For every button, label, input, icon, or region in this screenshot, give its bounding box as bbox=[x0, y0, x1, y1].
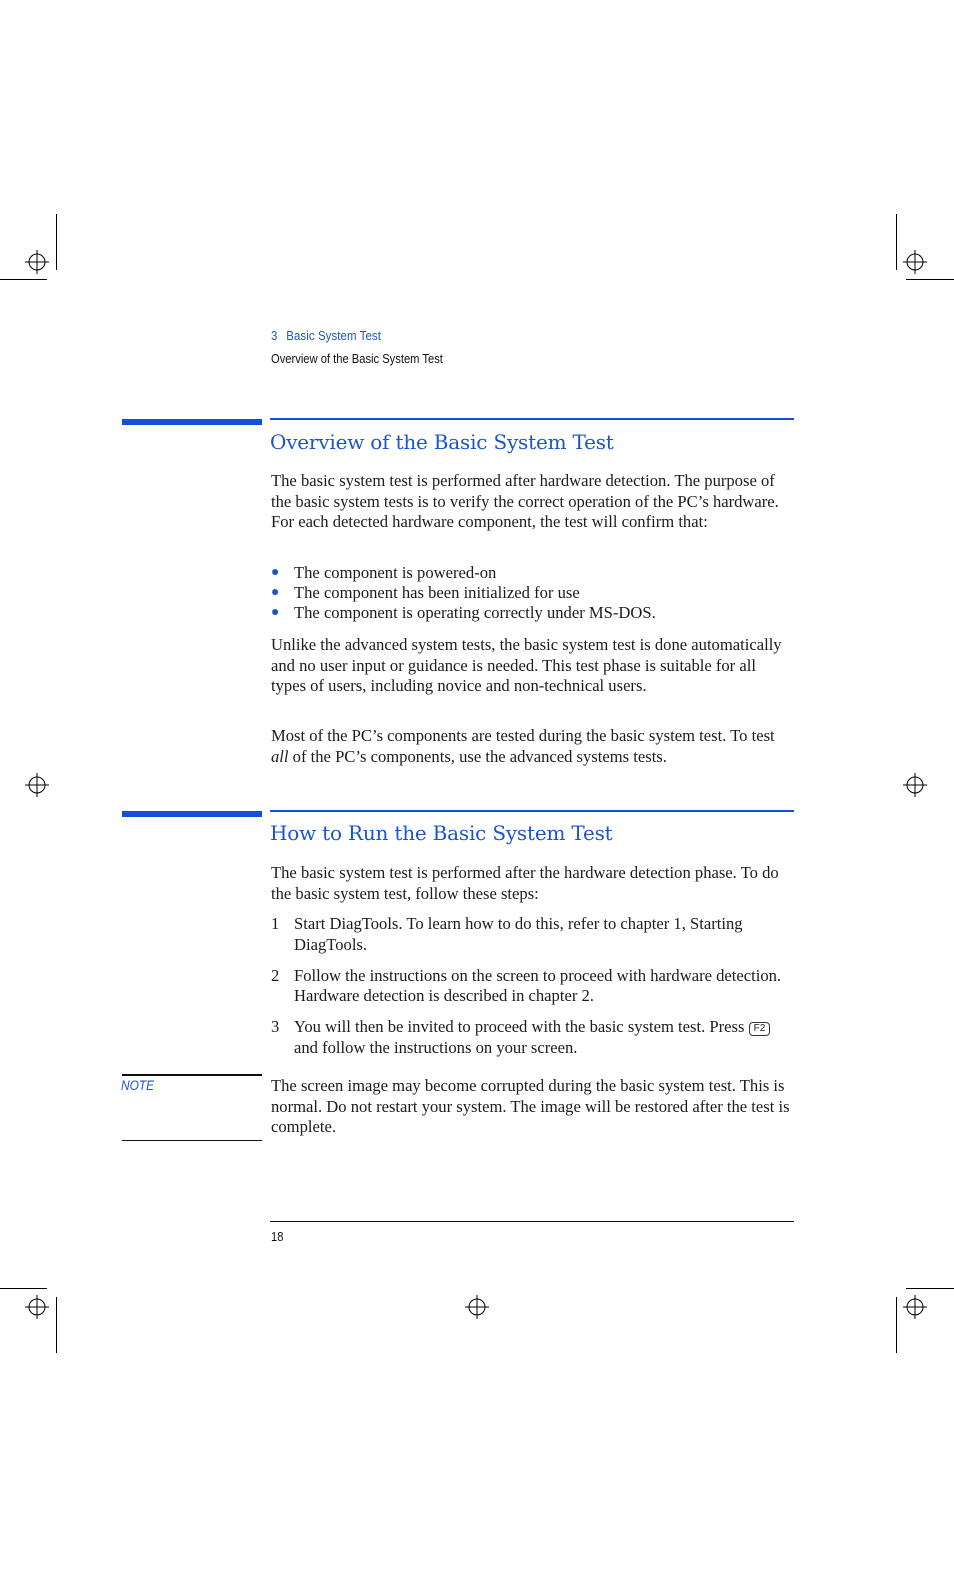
registration-mark-icon bbox=[903, 250, 927, 274]
registration-mark-icon bbox=[465, 1295, 489, 1319]
running-header-section: Overview of the Basic System Test bbox=[271, 351, 443, 366]
list-item: ● The component is powered-on bbox=[271, 563, 497, 582]
section-rule-thick bbox=[122, 419, 262, 425]
section-heading: Overview of the Basic System Test bbox=[270, 430, 614, 454]
list-item: ● The component has been initialized for use bbox=[271, 583, 580, 603]
bullet-icon: ● bbox=[271, 605, 280, 621]
crop-mark bbox=[896, 214, 897, 270]
crop-mark bbox=[906, 279, 954, 280]
crop-mark bbox=[56, 1297, 57, 1353]
bullet-icon: ● bbox=[271, 585, 280, 601]
crop-mark bbox=[0, 279, 47, 280]
registration-mark-icon bbox=[903, 1295, 927, 1319]
section-heading: How to Run the Basic System Test bbox=[270, 821, 613, 845]
list-item: ● The component is operating correctly under MS-DOS. bbox=[271, 603, 656, 623]
chapter-title: Basic System Test bbox=[286, 328, 382, 343]
chapter-number: 3 bbox=[271, 328, 278, 343]
crop-mark bbox=[906, 1288, 954, 1289]
registration-mark-icon bbox=[25, 250, 49, 274]
registration-mark-icon bbox=[903, 773, 927, 797]
f2-key-icon: F2 bbox=[749, 1022, 771, 1036]
registration-mark-icon bbox=[25, 1295, 49, 1319]
footer-rule bbox=[270, 1221, 794, 1222]
bullet-list bbox=[271, 563, 794, 624]
paragraph: Unlike the advanced system tests, the basic system test is done automatically and no user input or guidance is needed. This test phase is suitable for all types of users, including novice and non-technical users. bbox=[271, 635, 782, 695]
paragraph: Most of the PC’s components are tested during the basic system test. To test all of the PC’s components, use the advanced systems tests. bbox=[271, 726, 775, 766]
step-item: 1 Start DiagTools. To learn how to do this, refer to chapter 1, Starting DiagTools. bbox=[271, 914, 743, 954]
note-rule-bottom bbox=[122, 1140, 262, 1141]
step-item: 2 Follow the instructions on the screen to proceed with hardware detection. Hardware detection is described in chapter 2. bbox=[271, 965, 782, 1005]
numbered-steps bbox=[271, 914, 794, 1069]
section-rule-thin bbox=[270, 810, 794, 812]
registration-mark-icon bbox=[25, 773, 49, 797]
running-header-chapter bbox=[271, 328, 381, 343]
note-text: The screen image may become corrupted during the basic system test. This is normal. Do not restart your system. The image will be restored after the test is complete. bbox=[271, 1076, 790, 1136]
page-number: 18 bbox=[271, 1229, 284, 1244]
step-item: 3 You will then be invited to proceed with the basic system test. Press F2and follow the instructions on your screen. bbox=[271, 1017, 794, 1058]
crop-mark bbox=[0, 1288, 47, 1289]
note-label: NOTE bbox=[121, 1077, 155, 1093]
paragraph: The basic system test is performed after hardware detection. The purpose of the basic system tests is to verify the correct operation of the PC’s hardware. For each detected hardware component, the test will confirm that: bbox=[271, 471, 779, 531]
note-rule-top bbox=[122, 1074, 262, 1076]
crop-mark bbox=[56, 214, 57, 270]
paragraph: The basic system test is performed after the hardware detection phase. To do the basic system test, follow these steps: bbox=[271, 863, 779, 903]
section-rule-thick bbox=[122, 811, 262, 817]
bullet-icon: ● bbox=[271, 565, 280, 580]
crop-mark bbox=[896, 1297, 897, 1353]
section-rule-thin bbox=[270, 418, 794, 420]
